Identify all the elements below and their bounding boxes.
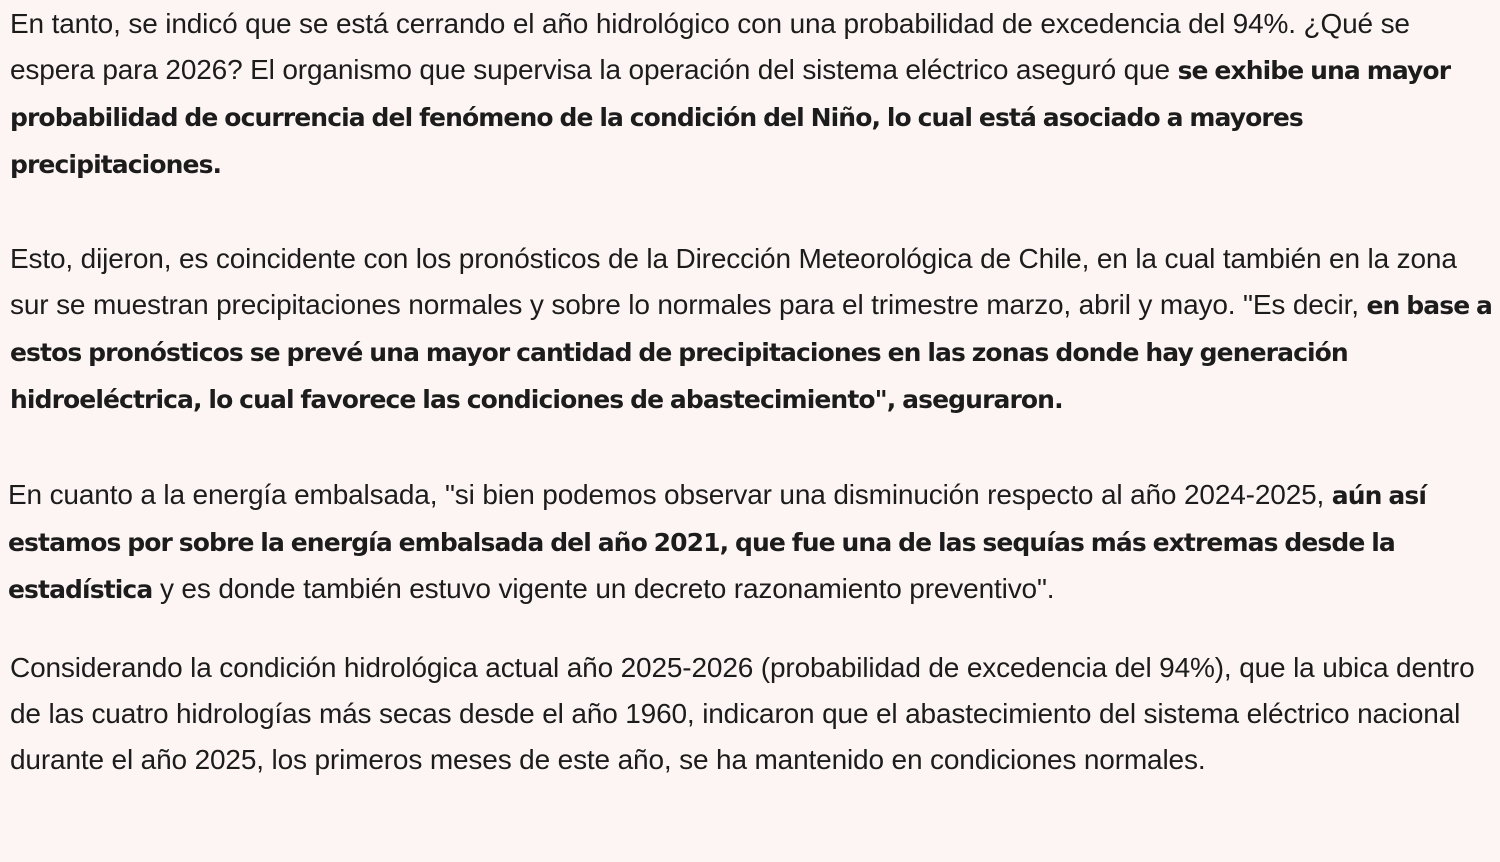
paragraph-text: En cuanto a la energía embalsada, "si bien podemos observar una disminución respecto al año 2024-2025, bbox=[8, 479, 1332, 510]
paragraph-text: En tanto, se indicó que se está cerrando el año hidrológico con una probabilidad de excedencia del 94%. ¿Qué se espera para 2026? El organismo que supervisa la operación del sistema eléctrico aseguró que bbox=[10, 8, 1410, 85]
paragraph-text: y es donde también estuvo vigente un decreto razonamiento preventivo". bbox=[152, 573, 1055, 604]
paragraph-supply-conditions bbox=[10, 645, 1495, 783]
paragraph-bold-text: se exhibe una mayor probabilidad de ocurrencia del fenómeno de la condición del Niño, lo cual está asociado a mayores precipitaciones. bbox=[10, 56, 1451, 179]
paragraph-stored-energy bbox=[8, 472, 1493, 613]
paragraph-forecast bbox=[10, 236, 1495, 423]
paragraph-text: Esto, dijeron, es coincidente con los pronósticos de la Dirección Meteorológica de Chile, en la cual también en la zona sur se muestran precipitaciones normales y sobre lo normales para el trimestre marzo, abril y mayo. "Es decir, bbox=[10, 243, 1457, 320]
paragraph-bold-text: en base a estos pronósticos se prevé una mayor cantidad de precipitaciones en las zonas donde hay generación hidroeléctrica, lo cual favorece las condiciones de abastecimiento", aseguraron. bbox=[10, 291, 1493, 414]
paragraph-hydrological-year bbox=[10, 1, 1495, 188]
paragraph-text: Considerando la condición hidrológica actual año 2025-2026 (probabilidad de excedencia del 94%), que la ubica dentro de las cuatro hidrologías más secas desde el año 1960, indicaron que el abastecimiento del sistema eléctrico nacional durante el año 2025, los primeros meses de este año, se ha mantenido en condiciones normales. bbox=[10, 652, 1475, 775]
paragraph-bold-text: aún así estamos por sobre la energía embalsada del año 2021, que fue una de las sequías más extremas desde la estadística bbox=[8, 481, 1426, 604]
